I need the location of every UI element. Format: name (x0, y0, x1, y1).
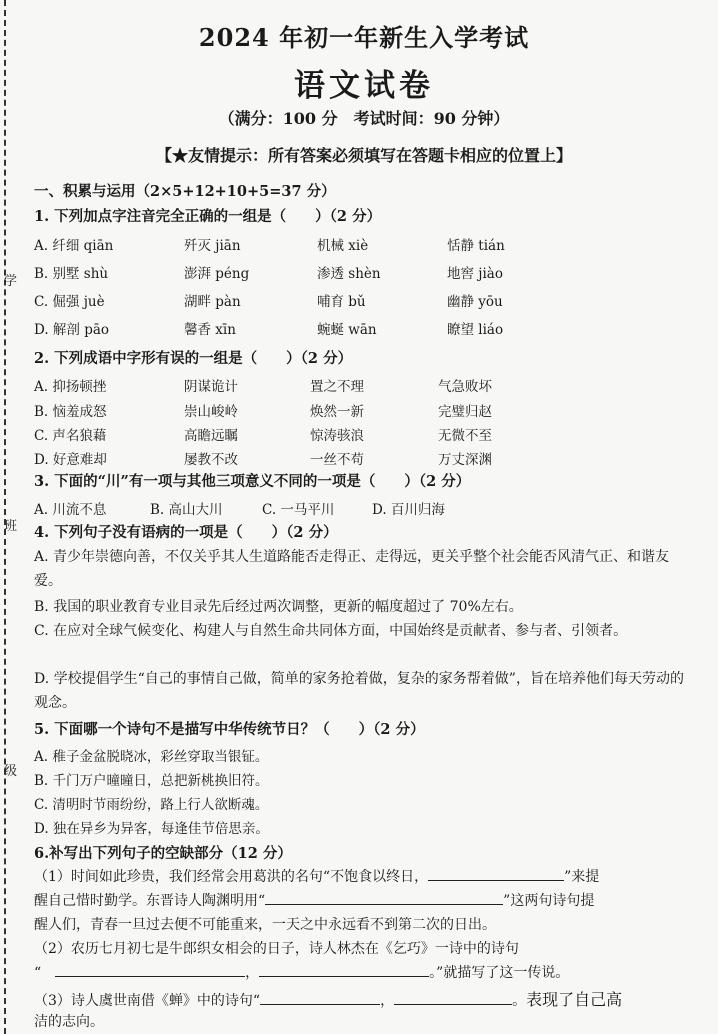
q1-d-2: 馨香 xīn (184, 322, 236, 338)
q2-d-1: D. 好意难却 (34, 452, 107, 468)
q1-b-3: 渗透 shèn (317, 266, 381, 282)
q6-3-text-c: 。 (512, 993, 527, 1009)
q5-opt-b: B. 千门万户曈曈日，总把新桃换旧符。 (34, 773, 269, 789)
q2-b-3: 焕然一新 (310, 404, 364, 420)
q2-a-1: A. 抑扬顿挫 (34, 379, 107, 395)
margin-char-2: 班 (4, 519, 18, 534)
q5-stem: 5. 下面哪一个诗句不是描写中华传统节日？（ ）（2 分） (34, 721, 425, 738)
q2-b-1: B. 恼羞成怒 (34, 404, 107, 420)
exam-meta: （满分：100 分 考试时间：90 分钟） (218, 109, 510, 128)
q2-a-2: 阴谋诡计 (184, 379, 238, 395)
q2-c-4: 无微不至 (438, 428, 492, 444)
q1-c-2: 湖畔 pàn (184, 294, 241, 310)
q3-opt-b: B. 高山大川 (150, 502, 223, 518)
q3-opt-d: D. 百川归海 (372, 502, 445, 518)
margin-char-1: 学 (4, 274, 18, 289)
q1-a-1: A. 纤细 qiān (34, 238, 114, 254)
q6-3-text-b: ， (380, 993, 395, 1009)
q1-d-1: D. 解剖 pāo (34, 322, 110, 338)
q5-opt-c: C. 清明时节雨纷纷，路上行人欲断魂。 (34, 797, 269, 813)
q5-opt-d: D. 独在异乡为异客，每逢佳节倍思亲。 (34, 821, 269, 837)
q6-2-blank-2[interactable] (259, 964, 429, 977)
section1-title: 一、积累与运用（2×5+12+10+5=37 分） (34, 183, 336, 200)
q2-c-3: 惊涛骇浪 (310, 428, 364, 444)
q6-2-text-b: “ (34, 965, 42, 981)
q2-d-3: 一丝不苟 (310, 452, 364, 468)
q1-a-2: 歼灭 jiān (184, 238, 241, 254)
q6-1-text-a: （1）时间如此珍贵，我们经常会用葛洪的名句“不饱食以终日， (34, 869, 429, 885)
q4-opt-b: B. 我国的职业教育专业目录先后经过两次调整，更新的幅度超过了 70%左右。 (34, 599, 523, 615)
exam-notice: 【★友情提示：所有答案必须填写在答题卡相应的位置上】 (155, 146, 572, 165)
q6-item2-line1: （2）农历七月初七是牛郎织女相会的日子，诗人林杰在《乞巧》一诗中的诗句 (34, 941, 519, 957)
q2-c-1: C. 声名狼藉 (34, 428, 107, 444)
q1-a-4: 恬静 tián (447, 238, 505, 254)
q2-a-4: 气急败坏 (438, 379, 492, 395)
q2-stem: 2. 下列成语中字形有误的一组是（ ）（2 分） (34, 350, 353, 367)
q1-b-2: 澎湃 péng (184, 266, 250, 282)
exam-title: 2024 年初一年新生入学考试 (198, 23, 530, 52)
q6-1-text-d: ”这两句诗句提 (503, 893, 595, 909)
q2-b-4: 完璧归赵 (438, 404, 492, 420)
q5-opt-a: A. 稚子金盆脱晓冰，彩丝穿取当银钲。 (34, 749, 269, 765)
q4-opt-c: C. 在应对全球气候变化、构建人与自然生命共同体方面，中国始终是贡献者、参与者、引领者。 (34, 623, 628, 639)
q6-item3-line2: 洁的志向。 (34, 1014, 104, 1030)
q4-opt-d: D. 学校提倡学生“自己的事情自己做，简单的家务抢着做，复杂的家务帮着做”，旨在培养他们每天劳动的观念。 (34, 671, 684, 711)
q1-stem: 1. 下列加点字注音完全正确的一组是（ ）（2 分） (34, 208, 382, 225)
q4-stem: 4. 下列句子没有语病的一项是（ ）（2 分） (34, 524, 338, 541)
q3-opt-a: A. 川流不息 (34, 502, 107, 518)
q6-3-blank-1[interactable] (260, 992, 380, 1005)
q4-opt-a: A. 青少年崇德向善，不仅关乎其人生道路能否走得正、走得远，更关乎整个社会能否风清气正、和谐友爱。 (34, 549, 670, 589)
q2-a-3: 置之不理 (310, 379, 364, 395)
q6-item1-line3: 醒人们，青春一旦过去便不可能重来，一天之中永远看不到第二次的日出。 (34, 917, 496, 933)
q2-b-2: 崇山峻岭 (184, 404, 238, 420)
q6-stem: 6.补写出下列句子的空缺部分（12 分） (34, 845, 292, 862)
q6-3-blank-2[interactable] (394, 992, 512, 1005)
q6-1-text-c: 醒自己惜时勤学。东晋诗人陶渊明用“ (34, 893, 266, 909)
q1-b-4: 地窖 jiào (447, 266, 503, 282)
q6-1-blank-2[interactable] (265, 892, 503, 905)
q6-item1-line2 (34, 890, 594, 910)
q6-item2-line2 (34, 962, 569, 982)
q6-2-blank-1[interactable] (55, 964, 245, 977)
q1-b-1: B. 别墅 shù (34, 266, 109, 282)
q6-2-text-d: 。”就描写了这一传说。 (429, 965, 570, 981)
q3-stem: 3. 下面的“川”有一项与其他三项意义不同的一项是（ ）（2 分） (34, 473, 471, 490)
q2-d-4: 万丈深渊 (438, 452, 492, 468)
margin-char-3: 级 (4, 764, 18, 779)
q1-c-4: 幽静 yōu (447, 294, 503, 310)
exam-subject: 语文试卷 (294, 68, 434, 104)
q6-2-text-c: ， (245, 965, 260, 981)
q6-item1-line1 (34, 866, 599, 886)
q1-d-3: 蜿蜒 wān (317, 322, 377, 338)
q6-3-text-a: （3）诗人虞世南借《蝉》中的诗句“ (34, 993, 261, 1009)
q1-c-3: 哺育 bǔ (317, 294, 366, 310)
q6-1-blank-1[interactable] (428, 868, 564, 881)
q2-d-2: 屡教不改 (184, 452, 238, 468)
q2-c-2: 高瞻远瞩 (184, 428, 238, 444)
q1-d-4: 瞭望 liáo (447, 322, 504, 338)
q1-a-3: 机械 xiè (317, 238, 369, 254)
q6-3-text-d: 表现了自己高 (526, 990, 623, 1009)
q3-opt-c: C. 一马平川 (262, 502, 335, 518)
q6-item3-line1 (34, 987, 622, 1010)
q6-1-text-b: ”来提 (564, 869, 600, 885)
q1-c-1: C. 倔强 juè (34, 294, 105, 310)
